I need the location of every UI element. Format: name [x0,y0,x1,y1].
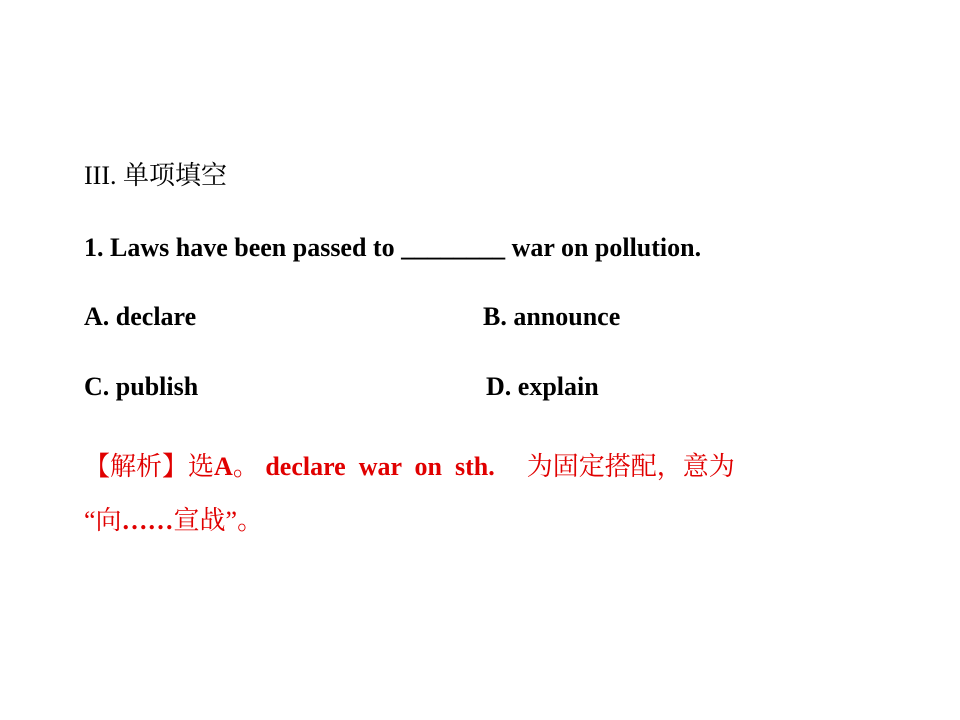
analysis-meaning-rest: 宣战”。 [173,506,264,535]
section-heading: III. 单项填空 [84,161,227,190]
option-c: C. publish [84,372,199,401]
analysis-description: 为固定搭配，意为 [526,452,735,481]
analysis-choose-prefix: 选 [188,452,215,481]
analysis-block [84,440,884,548]
option-a: A. declare [84,302,197,331]
question-text: 1. Laws have been passed to ________ war on pollution. [84,233,702,262]
option-b: B. announce [483,302,621,331]
analysis-period: 。 [232,452,259,481]
analysis-meaning-open: “向 [84,506,122,535]
analysis-ellipsis: …… [121,506,174,535]
analysis-phrase: declare war on sth. [265,452,495,481]
analysis-answer: A [214,452,233,481]
option-d: D. explain [486,372,599,401]
analysis-label: 【解析】 [84,452,189,481]
